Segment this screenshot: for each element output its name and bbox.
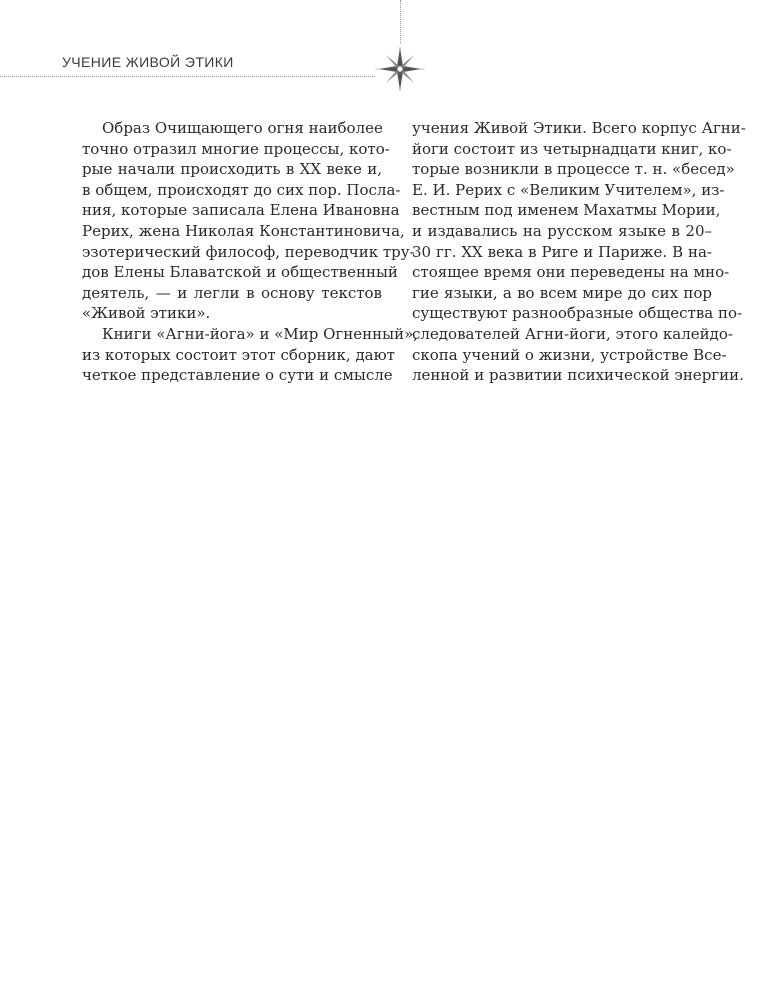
text-line: Книги «Агни-йога» и «Мир Огненный», xyxy=(102,324,419,343)
text-line: Е. И. Рерих с «Великим Учителем», из- xyxy=(412,180,725,199)
text-line: в общем, происходят до сих пор. Посла- xyxy=(82,180,401,199)
text-line: «Живой этики». xyxy=(82,304,211,323)
compass-rose-icon xyxy=(375,44,425,94)
text-line: дов Елены Блаватской и общественный xyxy=(82,263,398,282)
running-title: УЧЕНИЕ ЖИВОЙ ЭТИКИ xyxy=(62,54,234,70)
text-line: из которых состоит этот сборник, дают xyxy=(82,345,395,364)
text-line: учения Живой Этики. Всего корпус Агни- xyxy=(412,119,746,137)
text-line: существуют разнообразные общества по- xyxy=(412,304,743,323)
text-line: Рерих, жена Николая Константиновича, xyxy=(82,221,405,240)
text-line: ленной и развитии психической энергии. xyxy=(412,366,744,385)
text-line: и издавались на русском языке в 20– xyxy=(412,221,712,240)
text-line: четкое представление о сути и смысле xyxy=(82,366,393,385)
text-line: йоги состоит из четырнадцати книг, ко- xyxy=(412,139,732,158)
text-line: Образ Очищающего огня наиболее xyxy=(102,119,383,137)
text-line: деятель, — и легли в основу текстов xyxy=(82,283,382,302)
text-line: торые возникли в процессе т. н. «бесед» xyxy=(412,160,735,179)
text-line: рые начали происходить в XX веке и, xyxy=(82,160,382,179)
header-dotted-rule xyxy=(0,76,375,77)
text-line: 30 гг. XX века в Риге и Париже. В на- xyxy=(412,242,712,261)
header-vertical-rule xyxy=(400,0,401,44)
text-line: следователей Агни-йоги, этого калейдо- xyxy=(412,324,733,343)
text-line: ния, которые записала Елена Ивановна xyxy=(82,201,400,220)
text-line: скопа учений о жизни, устройстве Все- xyxy=(412,345,727,364)
text-line: эзотерический философ, переводчик тру- xyxy=(82,242,415,261)
text-line: гие языки, а во всем мире до сих пор xyxy=(412,283,712,302)
left-text-column xyxy=(82,118,419,386)
right-text-column xyxy=(412,118,746,386)
text-line: стоящее время они переведены на мно- xyxy=(412,263,730,282)
text-line: точно отразил многие процессы, кото- xyxy=(82,139,390,158)
text-line: вестным под именем Махатмы Мории, xyxy=(412,201,721,220)
